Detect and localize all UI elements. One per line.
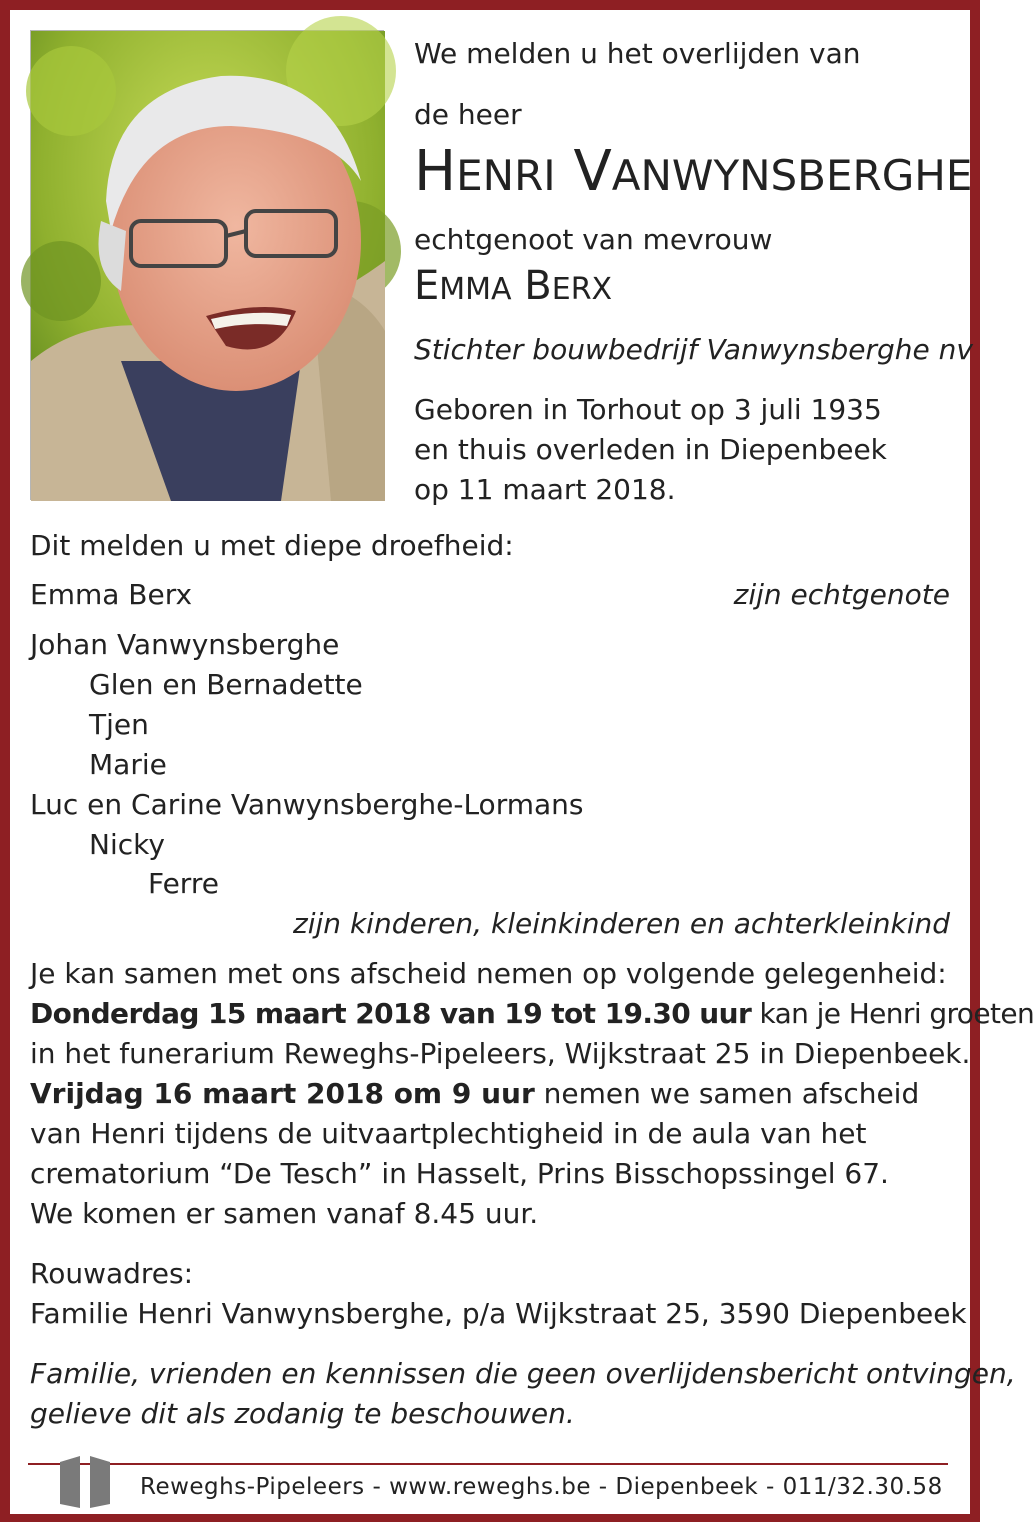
ceremony-intro: Je kan samen met ons afscheid nemen op volgende gelegenheid: — [30, 957, 947, 990]
born-line-2: en thuis overleden in Diepenbeek — [414, 433, 887, 466]
service-line-3: crematorium “De Tesch” in Hasselt, Prins Bisschopssingel 67. — [30, 1157, 889, 1190]
service-line-1 — [30, 1074, 919, 1114]
family-member: Tjen — [89, 708, 149, 741]
last-initial: V — [573, 139, 612, 204]
portrait-illustration — [31, 31, 385, 501]
first-initial: H — [414, 139, 457, 204]
footer-divider — [28, 1463, 948, 1465]
family-member: Luc en Carine Vanwynsberghe-Lormans — [30, 788, 584, 821]
born-line-3: op 11 maart 2018. — [414, 473, 676, 506]
function-text: Stichter bouwbedrijf Vanwynsberghe nv — [414, 333, 973, 366]
family-intro: Dit melden u met diepe droefheid: — [30, 529, 514, 562]
visit-rest: kan je Henri groeten — [751, 997, 1034, 1030]
portrait-photo — [30, 30, 384, 500]
family-member: Marie — [89, 748, 167, 781]
family-spouse-role: zijn echtgenote — [733, 578, 950, 611]
service-rest: nemen we samen afscheid — [534, 1077, 920, 1110]
service-line-4: We komen er samen vanaf 8.45 uur. — [30, 1197, 539, 1230]
born-line-1: Geboren in Torhout op 3 juli 1935 — [414, 393, 882, 426]
footer-text: Reweghs-Pipeleers - www.reweghs.be - Diepenbeek - 011/32.30.58 — [140, 1474, 943, 1500]
title-text: de heer — [414, 98, 522, 131]
spouse-first-initial: E — [414, 263, 440, 309]
visit-line-1 — [30, 994, 1034, 1034]
family-member: Johan Vanwynsberghe — [30, 628, 340, 661]
spouse-last-initial: B — [524, 263, 552, 309]
address-label: Rouwadres: — [30, 1257, 194, 1290]
address-value: Familie Henri Vanwynsberghe, p/a Wijkstraat 25, 3590 Diepenbeek — [30, 1297, 967, 1330]
first-rest: ENRI — [456, 151, 556, 200]
family-spouse-name: Emma Berx — [30, 578, 193, 611]
funeral-home-logo-icon — [58, 1456, 112, 1508]
notice-line-1: Familie, vrienden en kennissen die geen overlijdensbericht ontvingen, — [30, 1357, 1016, 1390]
family-member: Glen en Bernadette — [89, 668, 363, 701]
service-line-2: van Henri tijdens de uitvaartplechtigheid in de aula van het — [30, 1117, 867, 1150]
family-member: Ferre — [148, 867, 219, 900]
spouse-name — [414, 262, 612, 314]
service-date: Vrijdag 16 maart 2018 om 9 uur — [30, 1077, 535, 1110]
spouse-label: echtgenoot van mevrouw — [414, 223, 773, 256]
deceased-name — [414, 140, 972, 208]
visit-line-2: in het funerarium Reweghs-Pipeleers, Wijkstraat 25 in Diepenbeek. — [30, 1037, 971, 1070]
notice-line-2: gelieve dit als zodanig te beschouwen. — [30, 1397, 575, 1430]
children-role: zijn kinderen, kleinkinderen en achterkleinkind — [293, 907, 950, 940]
spouse-first-rest: MMA — [439, 272, 512, 307]
intro-text: We melden u het overlijden van — [414, 37, 861, 70]
last-rest: ANWYNSBERGHE — [611, 151, 973, 200]
visit-date: Donderdag 15 maart 2018 van 19 tot 19.30 uur — [30, 997, 752, 1030]
spouse-last-rest: ERX — [551, 272, 613, 307]
family-member: Nicky — [89, 828, 165, 861]
